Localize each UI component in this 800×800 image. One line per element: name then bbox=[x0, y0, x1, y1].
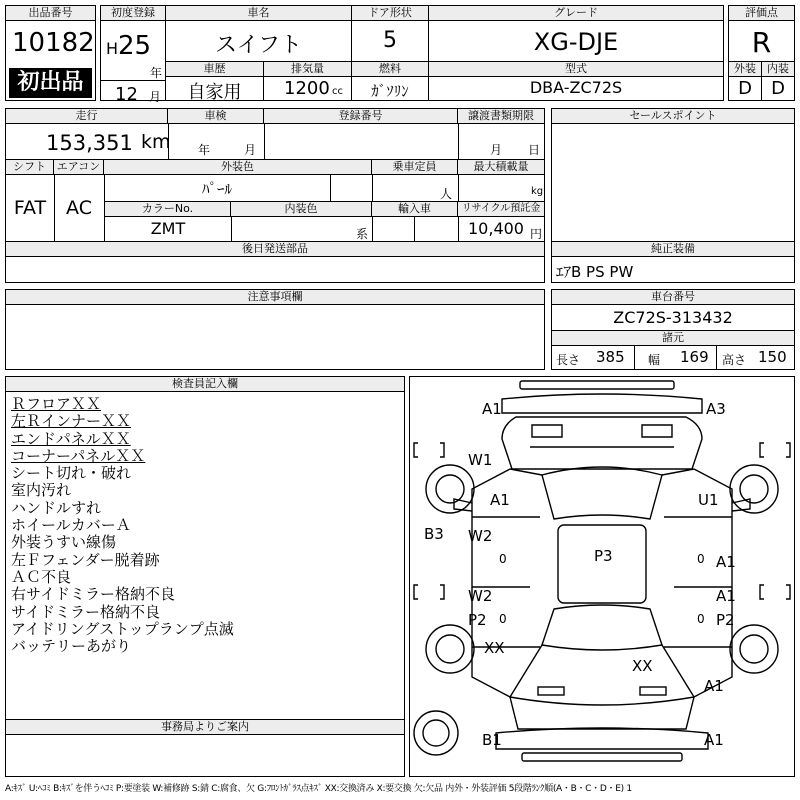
inspector-line: 左ＲインナーＸＸ bbox=[11, 412, 132, 431]
mark-a3-front-right: A3 bbox=[706, 400, 726, 418]
fuel: ｶﾞｿﾘﾝ bbox=[371, 82, 409, 100]
chassis-box bbox=[551, 289, 795, 370]
inspector-line: サイドミラー格納不良 bbox=[11, 602, 160, 621]
mark-u1: U1 bbox=[698, 491, 719, 509]
reg-month: 12 bbox=[115, 84, 138, 105]
displacement-label: 排気量 bbox=[264, 62, 351, 77]
history: 自家用 bbox=[187, 82, 242, 103]
mark-b3: B3 bbox=[424, 525, 444, 543]
inspector-line: 外装うすい線傷 bbox=[11, 533, 117, 552]
grade: XG-DJE bbox=[533, 28, 619, 56]
width: 169 bbox=[680, 348, 709, 366]
displacement: 1200 bbox=[284, 78, 330, 99]
mark-p2-left: P2 bbox=[468, 611, 487, 629]
inspector-line: ハンドルすれ bbox=[11, 498, 102, 517]
inspector-notes bbox=[11, 396, 234, 655]
doors: 5 bbox=[383, 28, 397, 53]
car-name-box bbox=[165, 5, 352, 62]
width-label: 幅 bbox=[648, 353, 661, 367]
inspector-line: ＲフロアＸＸ bbox=[11, 395, 102, 413]
capacity-label: 乗車定員 bbox=[372, 160, 458, 175]
score-label: 評価点 bbox=[729, 6, 794, 21]
fuel-box bbox=[351, 61, 429, 101]
car-diagram-box bbox=[409, 376, 795, 777]
model: DBA-ZC72S bbox=[529, 78, 623, 97]
fuel-label: 燃料 bbox=[352, 62, 428, 77]
score: R bbox=[751, 26, 772, 59]
history-box bbox=[165, 61, 264, 101]
office-box bbox=[5, 719, 405, 777]
first-listing-badge bbox=[9, 68, 92, 98]
year-unit: 年 bbox=[150, 66, 163, 80]
recycle-unit: 円 bbox=[530, 227, 543, 241]
exterior-label: 外装 bbox=[729, 62, 761, 77]
inspection-label: 車検 bbox=[168, 109, 264, 124]
mark-xx-left: XX bbox=[484, 639, 505, 657]
notes-box bbox=[5, 289, 545, 370]
height: 150 bbox=[758, 348, 787, 366]
inspector-line: アイドリングストップランプ点滅 bbox=[11, 619, 234, 638]
ext-color: ﾊﾟｰﾙ bbox=[201, 180, 232, 198]
score-box bbox=[728, 5, 795, 62]
inspector-line: エンドパネルＸＸ bbox=[11, 429, 131, 448]
inspector-line: 室内汚れ bbox=[11, 481, 72, 500]
inspection-year-unit: 年 bbox=[198, 143, 211, 157]
first-reg-label: 初度登録 bbox=[101, 6, 165, 21]
mark-xx-center: XX bbox=[632, 657, 653, 675]
lot-box bbox=[5, 5, 96, 101]
int-color-unit: 系 bbox=[356, 227, 369, 241]
interior-grade-box bbox=[761, 61, 795, 101]
height-label: 高さ bbox=[722, 353, 747, 367]
inspector-line: バッテリーあがり bbox=[11, 637, 132, 656]
later-parts-box bbox=[5, 241, 545, 283]
transfer-month-unit: 月 bbox=[490, 143, 503, 157]
dims-label: 諸元 bbox=[552, 331, 794, 346]
shift-label: シフト bbox=[6, 160, 54, 175]
grade-box bbox=[428, 5, 724, 62]
color-no: ZMT bbox=[150, 219, 186, 238]
mark-w2-upper: W2 bbox=[468, 527, 493, 545]
specs-block bbox=[5, 108, 545, 242]
mark-zero-right: 0 bbox=[697, 552, 705, 566]
notes-label: 注意事項欄 bbox=[6, 290, 544, 305]
mark-a1-right-door1: A1 bbox=[716, 553, 736, 571]
reg-year: 25 bbox=[118, 31, 152, 61]
reg-no-label: 登録番号 bbox=[264, 109, 458, 124]
mark-zero-left-2: 0 bbox=[499, 612, 507, 626]
ext-color-label: 外装色 bbox=[104, 160, 372, 175]
mark-w1: W1 bbox=[468, 451, 493, 469]
inspector-line: コーナーパネルＸＸ bbox=[11, 446, 146, 465]
equipment-box bbox=[551, 241, 795, 283]
mileage: 153,351 bbox=[46, 131, 133, 155]
model-box bbox=[428, 61, 724, 101]
transfer-label: 譲渡書類期限 bbox=[458, 109, 544, 124]
later-parts-label: 後日発送部品 bbox=[6, 242, 544, 257]
car-name: スイフト bbox=[215, 33, 302, 58]
mark-a1-bottom-right: A1 bbox=[704, 731, 724, 749]
mark-p3: P3 bbox=[594, 547, 613, 565]
chassis-no: ZC72S-313432 bbox=[613, 308, 733, 327]
inspector-line: 左Ｆフェンダー脱着跡 bbox=[11, 550, 160, 569]
chassis-label: 車台番号 bbox=[552, 290, 794, 305]
equipment-label: 純正装備 bbox=[552, 242, 794, 257]
recycle-label: リサイクル預託金 bbox=[458, 202, 544, 217]
ac-label: エアコン bbox=[54, 160, 104, 175]
mark-b1: B1 bbox=[482, 731, 502, 749]
length-label: 長さ bbox=[556, 353, 581, 367]
length: 385 bbox=[596, 348, 625, 366]
month-unit: 月 bbox=[149, 90, 162, 104]
sales-points-box bbox=[551, 108, 795, 242]
mark-a1-right-door2: A1 bbox=[716, 587, 736, 605]
int-color-label: 内装色 bbox=[231, 202, 372, 217]
mark-a1-rear-right: A1 bbox=[704, 677, 724, 695]
inspector-line: シート切れ・破れ bbox=[11, 464, 132, 483]
capacity-unit: 人 bbox=[440, 187, 453, 201]
transfer-day-unit: 日 bbox=[528, 143, 541, 157]
exterior-grade-box bbox=[728, 61, 762, 101]
interior-grade: D bbox=[771, 78, 785, 99]
legend-footer: A:ｷｽﾞ U:ﾍｺﾐ B:ｷｽﾞを伴うﾍｺﾐ P:要塗装 W:補修跡 S:錆 C:腐食、欠 G:ﾌﾛﾝﾄｶﾞﾗｽ点ｷｽﾞ XX:交換済み X:要交換 欠:欠品 内外・外装評価 5段階ﾗﾝｸ順(A・B・C・D・E) 1 bbox=[5, 784, 632, 794]
inspector-line: ＡＣ不良 bbox=[11, 567, 72, 586]
lot-number: 10182 bbox=[12, 28, 95, 58]
inspector-line: 右サイドミラー格納不良 bbox=[11, 585, 175, 604]
mark-p2-right: P2 bbox=[716, 611, 735, 629]
mark-zero-left: 0 bbox=[499, 552, 507, 566]
max-load-unit: kg bbox=[531, 186, 544, 197]
doors-label: ドア形状 bbox=[352, 6, 428, 21]
mark-zero-right-2: 0 bbox=[697, 612, 705, 626]
mark-a1-hood-left: A1 bbox=[490, 491, 510, 509]
car-diagram bbox=[410, 377, 794, 776]
mileage-unit: km bbox=[141, 131, 171, 153]
first-listing-label: 初出品 bbox=[17, 70, 84, 95]
history-label: 車歴 bbox=[166, 62, 263, 77]
car-name-label: 車名 bbox=[166, 6, 351, 21]
inspector-line: ホイールカバーＡ bbox=[11, 516, 131, 535]
grade-label: グレード bbox=[429, 6, 723, 21]
mark-a1-front-left: A1 bbox=[482, 400, 502, 418]
inspector-box bbox=[5, 376, 405, 720]
displacement-box bbox=[263, 61, 352, 101]
interior-label: 内装 bbox=[762, 62, 794, 77]
inspector-label: 検査員記入欄 bbox=[6, 377, 404, 392]
equipment: ｴｱB PS PW bbox=[556, 263, 634, 281]
first-reg-box bbox=[100, 5, 166, 105]
recycle-fee: 10,400 bbox=[468, 219, 524, 238]
mark-w2-lower: W2 bbox=[468, 587, 493, 605]
ac: AC bbox=[66, 197, 92, 219]
lot-label: 出品番号 bbox=[6, 6, 95, 21]
color-no-label: カラーNo. bbox=[105, 202, 231, 217]
sales-points-label: セールスポイント bbox=[552, 109, 794, 124]
era: H bbox=[106, 39, 119, 58]
mileage-label: 走行 bbox=[6, 109, 168, 124]
model-label: 型式 bbox=[429, 62, 723, 77]
inspection-month-unit: 月 bbox=[244, 143, 257, 157]
import-label: 輸入車 bbox=[372, 202, 458, 217]
doors-box bbox=[351, 5, 429, 62]
exterior-grade: D bbox=[738, 78, 752, 99]
displacement-unit: cc bbox=[332, 86, 343, 97]
shift: FAT bbox=[13, 197, 47, 219]
office-label: 事務局よりご案内 bbox=[6, 720, 404, 735]
max-load-label: 最大積載量 bbox=[458, 160, 544, 175]
